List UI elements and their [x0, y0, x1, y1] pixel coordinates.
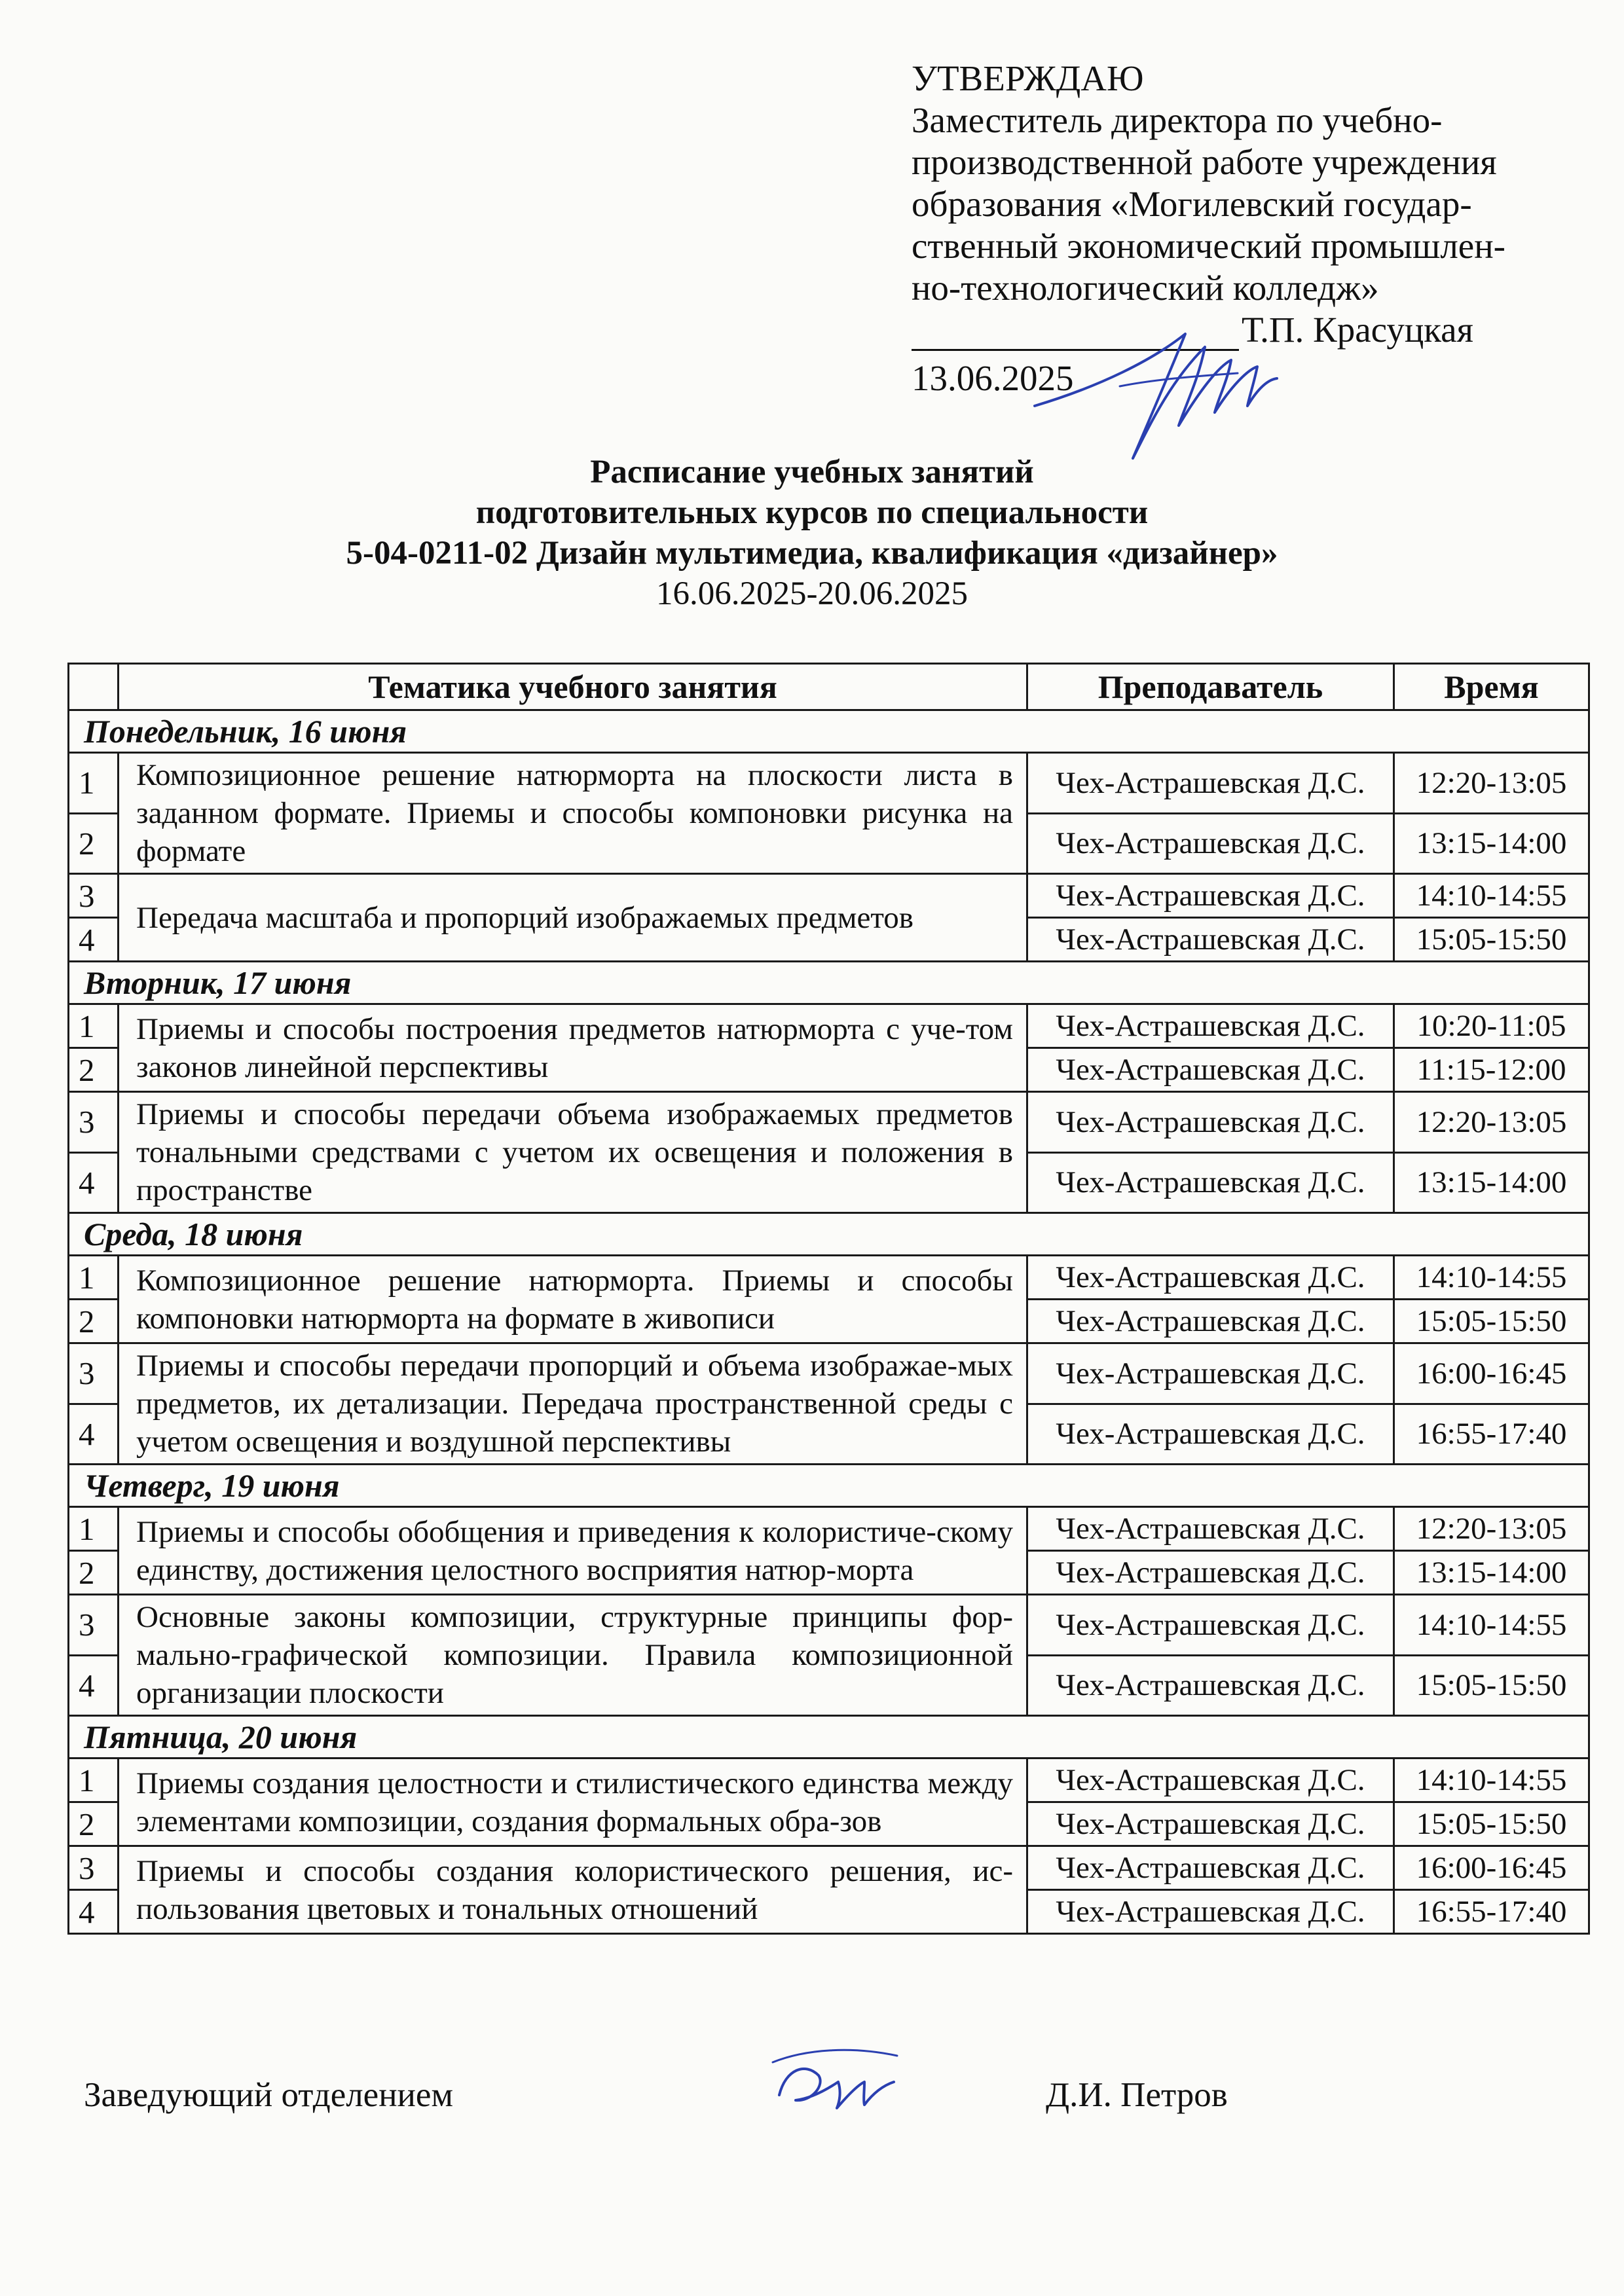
lesson-teacher: Чех-Астрашевская Д.С.	[1027, 1092, 1394, 1153]
day-name: Четверг, 19 июня	[69, 1465, 1589, 1507]
lesson-number: 3	[69, 1595, 119, 1656]
document-title	[0, 452, 1624, 614]
lesson-time: 14:10-14:55	[1394, 1758, 1589, 1802]
table-row	[69, 874, 1589, 918]
lesson-time: 15:05-15:50	[1394, 918, 1589, 962]
lesson-number: 2	[69, 813, 119, 874]
day-row	[69, 962, 1589, 1004]
lesson-number: 1	[69, 1758, 119, 1802]
lesson-time: 15:05-15:50	[1394, 1300, 1589, 1343]
approval-line: но-технологический колледж»	[912, 268, 1379, 308]
lesson-time: 16:55-17:40	[1394, 1890, 1589, 1934]
table-header-row	[69, 664, 1589, 710]
lesson-number: 1	[69, 1004, 119, 1048]
lesson-teacher: Чех-Астрашевская Д.С.	[1027, 1595, 1394, 1656]
lesson-teacher: Чех-Астрашевская Д.С.	[1027, 1152, 1394, 1213]
lesson-teacher: Чех-Астрашевская Д.С.	[1027, 1802, 1394, 1846]
lesson-number: 2	[69, 1300, 119, 1343]
lesson-topic: Композиционное решение натюрморта. Приемы и способы компоновки натюрморта на формате в живописи	[119, 1256, 1027, 1343]
day-name: Понедельник, 16 июня	[69, 710, 1589, 753]
lesson-topic: Приемы и способы построения предметов натюрморта с уче-том законов линейной перспективы	[119, 1004, 1027, 1092]
lesson-teacher: Чех-Астрашевская Д.С.	[1027, 1048, 1394, 1092]
lesson-time: 15:05-15:50	[1394, 1655, 1589, 1716]
approval-line: Заместитель директора по учебно-	[912, 100, 1443, 140]
lesson-number: 4	[69, 1404, 119, 1465]
lesson-number: 1	[69, 753, 119, 814]
lesson-time: 12:20-13:05	[1394, 753, 1589, 814]
header-number	[69, 664, 119, 710]
footer-position: Заведующий отделением	[84, 2076, 453, 2114]
day-row	[69, 1465, 1589, 1507]
lesson-teacher: Чех-Астрашевская Д.С.	[1027, 1256, 1394, 1300]
lesson-time: 13:15-14:00	[1394, 813, 1589, 874]
table-row	[69, 1256, 1589, 1300]
day-row	[69, 710, 1589, 753]
lesson-time: 14:10-14:55	[1394, 1595, 1589, 1656]
title-line: 5-04-0211-02 Дизайн мультимедиа, квалификация «дизайнер»	[346, 535, 1278, 572]
lesson-topic: Композиционное решение натюрморта на плоскости листа в заданном формате. Приемы и способы компоновки рисунка на формате	[119, 753, 1027, 874]
lesson-topic: Приемы и способы создания колористического решения, ис-пользования цветовых и тональных отношений	[119, 1846, 1027, 1934]
lesson-number: 3	[69, 1343, 119, 1404]
lesson-teacher: Чех-Астрашевская Д.С.	[1027, 1343, 1394, 1404]
header-time: Время	[1394, 664, 1589, 710]
lesson-teacher: Чех-Астрашевская Д.С.	[1027, 1004, 1394, 1048]
schedule-table	[67, 663, 1590, 1935]
day-name: Среда, 18 июня	[69, 1213, 1589, 1256]
lesson-teacher: Чех-Астрашевская Д.С.	[1027, 1551, 1394, 1595]
lesson-time: 15:05-15:50	[1394, 1802, 1589, 1846]
day-row	[69, 1213, 1589, 1256]
lesson-time: 16:00-16:45	[1394, 1343, 1589, 1404]
table-row	[69, 1595, 1589, 1656]
schedule-body	[69, 710, 1589, 1934]
lesson-topic: Приемы и способы передачи пропорций и объема изображае-мых предметов, их детализации. Передача пространственной среды с учетом освещения и воздушной перспективы	[119, 1343, 1027, 1465]
lesson-number: 4	[69, 1890, 119, 1934]
header-teacher: Преподаватель	[1027, 664, 1394, 710]
table-row	[69, 1004, 1589, 1048]
day-name: Вторник, 17 июня	[69, 962, 1589, 1004]
lesson-teacher: Чех-Астрашевская Д.С.	[1027, 1300, 1394, 1343]
lesson-number: 2	[69, 1802, 119, 1846]
lesson-teacher: Чех-Астрашевская Д.С.	[1027, 753, 1394, 814]
lesson-teacher: Чех-Астрашевская Д.С.	[1027, 813, 1394, 874]
lesson-teacher: Чех-Астрашевская Д.С.	[1027, 1890, 1394, 1934]
title-period: 16.06.2025-20.06.2025	[656, 575, 968, 612]
lesson-number: 2	[69, 1048, 119, 1092]
lesson-time: 10:20-11:05	[1394, 1004, 1589, 1048]
lesson-teacher: Чех-Астрашевская Д.С.	[1027, 1404, 1394, 1465]
footer-name: Д.И. Петров	[1046, 2076, 1228, 2114]
lesson-number: 1	[69, 1256, 119, 1300]
table-row	[69, 1758, 1589, 1802]
lesson-number: 4	[69, 918, 119, 962]
lesson-number: 3	[69, 1092, 119, 1153]
lesson-topic: Приемы создания целостности и стилистического единства между элементами композиции, создания формальных обра-зов	[119, 1758, 1027, 1846]
table-row	[69, 753, 1589, 814]
approval-line: образования «Могилевский государ-	[912, 184, 1472, 224]
lesson-time: 12:20-13:05	[1394, 1092, 1589, 1153]
lesson-teacher: Чех-Астрашевская Д.С.	[1027, 1758, 1394, 1802]
approval-signer: Т.П. Красуцкая	[1242, 310, 1473, 350]
lesson-topic: Основные законы композиции, структурные принципы фор-мально-графической композиции. Правила композиционной организации плоскости	[119, 1595, 1027, 1716]
lesson-time: 13:15-14:00	[1394, 1152, 1589, 1213]
lesson-teacher: Чех-Астрашевская Д.С.	[1027, 1846, 1394, 1890]
approval-line: ственный экономический промышлен-	[912, 226, 1505, 266]
lesson-time: 16:00-16:45	[1394, 1846, 1589, 1890]
day-name: Пятница, 20 июня	[69, 1716, 1589, 1758]
header-topic: Тематика учебного занятия	[119, 664, 1027, 710]
lesson-time: 14:10-14:55	[1394, 874, 1589, 918]
table-row	[69, 1846, 1589, 1890]
approval-date: 13.06.2025	[912, 358, 1074, 398]
lesson-time: 11:15-12:00	[1394, 1048, 1589, 1092]
lesson-teacher: Чех-Астрашевская Д.С.	[1027, 918, 1394, 962]
lesson-number: 2	[69, 1551, 119, 1595]
title-line: Расписание учебных занятий	[590, 454, 1034, 490]
lesson-time: 13:15-14:00	[1394, 1551, 1589, 1595]
lesson-topic: Приемы и способы обобщения и приведения к колористиче-скому единству, достижения целостного восприятия натюр-морта	[119, 1507, 1027, 1595]
lesson-time: 14:10-14:55	[1394, 1256, 1589, 1300]
department-head-signature-icon	[766, 2043, 910, 2121]
table-row	[69, 1343, 1589, 1404]
table-row	[69, 1092, 1589, 1153]
lesson-number: 4	[69, 1152, 119, 1213]
lesson-teacher: Чех-Астрашевская Д.С.	[1027, 1507, 1394, 1551]
title-line: подготовительных курсов по специальности	[475, 494, 1149, 531]
lesson-number: 1	[69, 1507, 119, 1551]
lesson-topic: Передача масштаба и пропорций изображаемых предметов	[119, 874, 1027, 962]
director-signature-icon	[1022, 308, 1283, 465]
lesson-number: 3	[69, 874, 119, 918]
lesson-teacher: Чех-Астрашевская Д.С.	[1027, 874, 1394, 918]
day-row	[69, 1716, 1589, 1758]
lesson-teacher: Чех-Астрашевская Д.С.	[1027, 1655, 1394, 1716]
lesson-topic: Приемы и способы передачи объема изображаемых предметов тональными средствами с учетом их освещения и положения в пространстве	[119, 1092, 1027, 1213]
lesson-time: 12:20-13:05	[1394, 1507, 1589, 1551]
approval-heading: УТВЕРЖДАЮ	[912, 58, 1144, 98]
approval-line: производственной работе учреждения	[912, 142, 1497, 182]
lesson-number: 3	[69, 1846, 119, 1890]
lesson-time: 16:55-17:40	[1394, 1404, 1589, 1465]
lesson-number: 4	[69, 1655, 119, 1716]
table-row	[69, 1507, 1589, 1551]
